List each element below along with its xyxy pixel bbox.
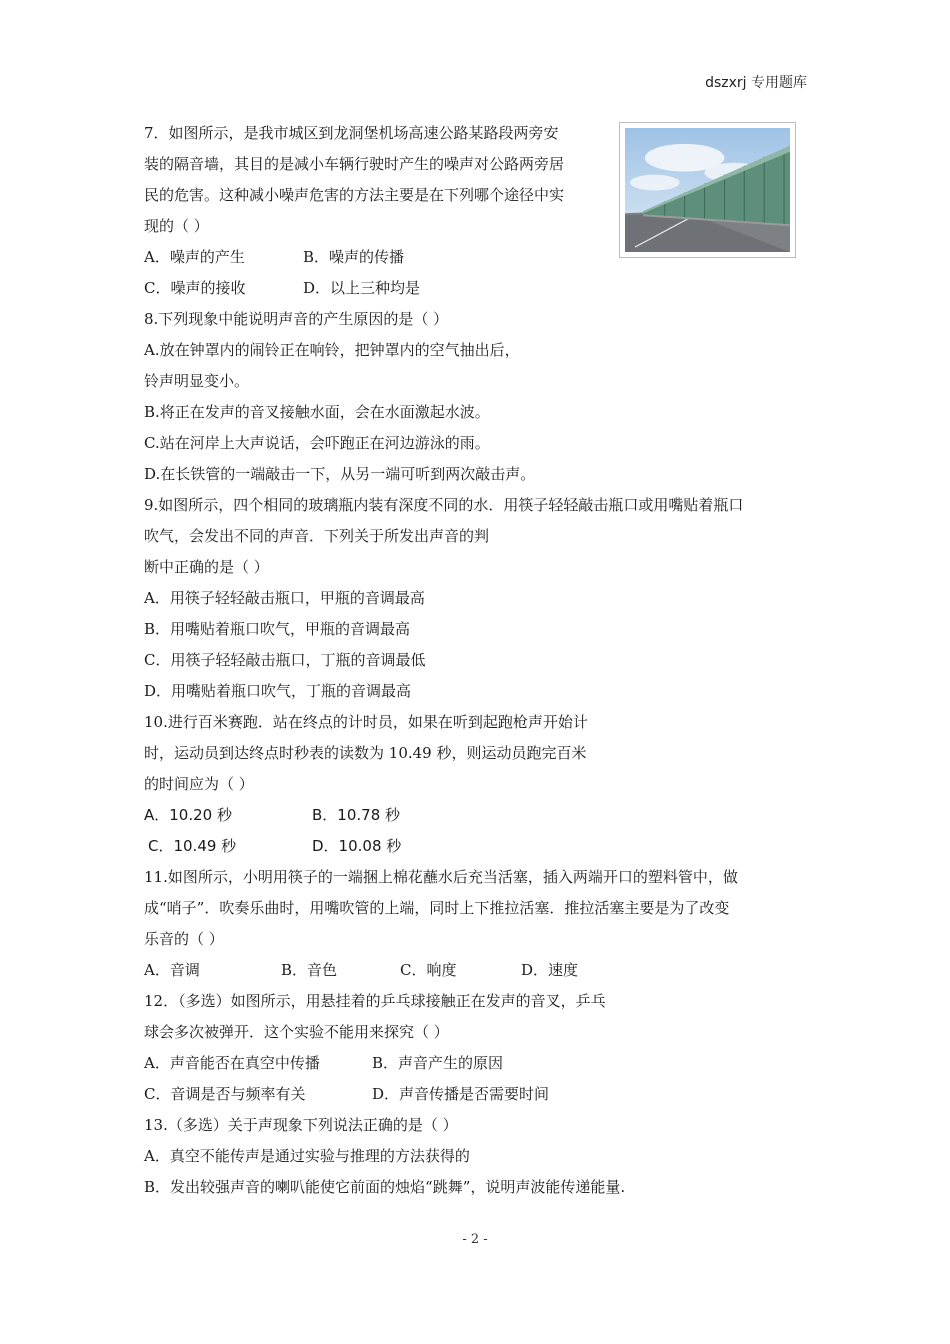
question-10-line: 10.进行百米赛跑．站在终点的计时员，如果在听到起跑枪声开始计 — [144, 713, 588, 731]
question-10-line: 的时间应为（ ） — [144, 775, 254, 793]
option-b: B．10.78 秒 — [312, 806, 401, 824]
question-11-line: 成“哨子”．吹奏乐曲时，用嘴吹管的上端，同时上下推拉活塞．推拉活塞主要是为了改变 — [144, 899, 730, 917]
question-7-options-row — [144, 273, 609, 304]
option-a: A．音调 — [144, 961, 200, 979]
question-7-line: 现的（ ） — [144, 217, 209, 235]
question-12-line: 球会多次被弹开．这个实验不能用来探究（ ） — [144, 1023, 449, 1041]
question-7-line: 民的危害。这种减小噪声危害的方法主要是在下列哪个途径中实 — [144, 186, 565, 204]
question-9-option: C．用筷子轻轻敲击瓶口，丁瓶的音调最低 — [144, 651, 426, 669]
question-9-option: B．用嘴贴着瓶口吹气，甲瓶的音调最高 — [144, 620, 411, 638]
question-10-line: 时，运动员到达终点时秒表的读数为 10.49 秒，则运动员跑完百米 — [144, 744, 587, 762]
question-8-option-line: A.放在钟罩内的闹铃正在响铃，把钟罩内的空气抽出后， — [144, 341, 520, 359]
option-b: B．音色 — [281, 961, 338, 979]
option-a: A．10.20 秒 — [144, 806, 232, 824]
option-c: C．响度 — [400, 961, 457, 979]
question-12-options-row — [144, 1048, 814, 1079]
question-9-option: A．用筷子轻轻敲击瓶口，甲瓶的音调最高 — [144, 589, 425, 607]
question-7-options-row — [144, 242, 609, 273]
question-12 — [144, 986, 814, 1110]
question-9 — [144, 490, 814, 707]
option-b: B．声音产生的原因 — [372, 1054, 504, 1072]
question-11-options-row — [144, 955, 814, 986]
question-9-line: 9.如图所示，四个相同的玻璃瓶内装有深度不同的水．用筷子轻轻敲击瓶口或用嘴贴着瓶口 — [144, 496, 744, 514]
page-number: - 2 - — [462, 1232, 488, 1247]
option-a: A．声音能否在真空中传播 — [144, 1054, 320, 1072]
question-10 — [144, 707, 814, 862]
question-13-option: A．真空不能传声是通过实验与推理的方法获得的 — [144, 1147, 470, 1165]
question-10-options-row — [144, 831, 814, 862]
question-9-line: 吹气，会发出不同的声音．下列关于所发出声音的判 — [144, 527, 490, 545]
question-8 — [144, 304, 814, 490]
option-d: D．速度 — [521, 961, 579, 979]
page-header: dszxrj 专用题库 — [705, 75, 807, 91]
question-13-stem: 13.（多选）关于声现象下列说法正确的是（ ） — [144, 1116, 458, 1134]
question-9-option: D．用嘴贴着瓶口吹气，丁瓶的音调最高 — [144, 682, 412, 700]
option-c: C．噪声的接收 — [144, 279, 246, 297]
question-7-line: 7．如图所示，是我市城区到龙洞堡机场高速公路某路段两旁安 — [144, 124, 559, 142]
question-7-line: 装的隔音墙，其目的是减小车辆行驶时产生的噪声对公路两旁居 — [144, 155, 565, 173]
question-8-stem: 8.下列现象中能说明声音的产生原因的是（ ） — [144, 310, 449, 328]
question-content — [144, 118, 814, 1203]
question-12-line: 12．（多选）如图所示，用悬挂着的乒乓球接触正在发声的音叉，乒乓 — [144, 992, 606, 1010]
question-11-line: 乐音的（ ） — [144, 930, 224, 948]
question-8-option-line: B.将正在发声的音叉接触水面，会在水面激起水波。 — [144, 403, 490, 421]
option-d: D．声音传播是否需要时间 — [372, 1085, 550, 1103]
question-11 — [144, 862, 814, 986]
question-11-line: 11.如图所示，小明用筷子的一端捆上棉花蘸水后充当活塞，插入两端开口的塑料管中，做 — [144, 868, 738, 886]
question-10-options-row — [144, 800, 814, 831]
question-9-line: 断中正确的是（ ） — [144, 558, 269, 576]
option-c: C．10.49 秒 — [148, 837, 237, 855]
option-c: C．音调是否与频率有关 — [144, 1085, 306, 1103]
option-b: B．噪声的传播 — [303, 248, 405, 266]
option-a: A．噪声的产生 — [144, 248, 245, 266]
option-d: D．10.08 秒 — [312, 837, 402, 855]
question-7 — [144, 118, 814, 304]
option-d: D．以上三种均是 — [303, 279, 421, 297]
question-8-option-line: C.站在河岸上大声说话，会吓跑正在河边游泳的雨。 — [144, 434, 490, 452]
question-8-option-line: D.在长铁管的一端敲击一下，从另一端可听到两次敲击声。 — [144, 465, 536, 483]
question-8-option-line: 铃声明显变小。 — [144, 372, 250, 390]
question-13 — [144, 1110, 814, 1203]
question-12-options-row — [144, 1079, 814, 1110]
question-13-option: B．发出较强声音的喇叭能使它前面的烛焰“跳舞”，说明声波能传递能量. — [144, 1178, 626, 1196]
